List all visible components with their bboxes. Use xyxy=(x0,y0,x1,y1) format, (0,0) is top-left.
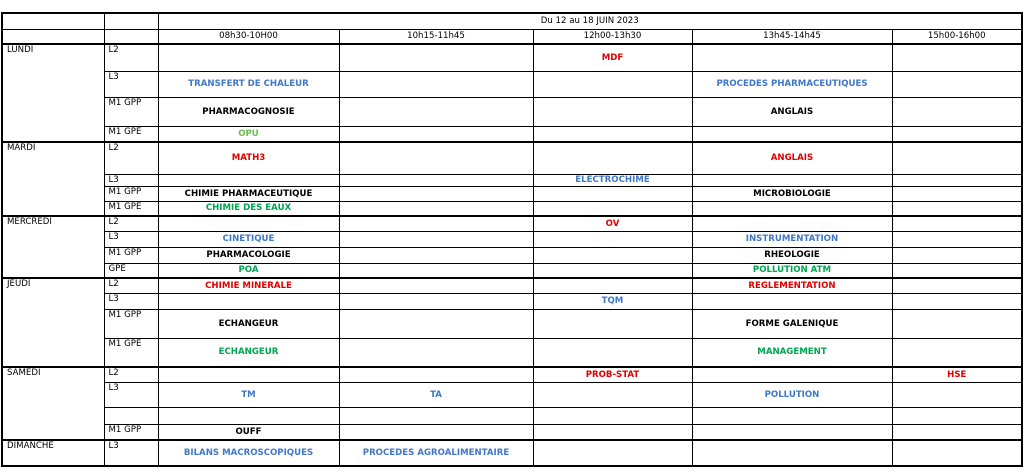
course-cell: MANAGEMENT xyxy=(692,338,892,367)
empty-cell xyxy=(892,71,1022,97)
empty-cell xyxy=(339,231,533,247)
schedule-row xyxy=(2,440,1022,466)
course-cell: OPU xyxy=(158,126,339,142)
empty-cell xyxy=(892,231,1022,247)
empty-cell xyxy=(692,407,892,424)
course-cell: HSE xyxy=(892,367,1022,382)
group-label: L2 xyxy=(104,142,158,174)
empty-cell xyxy=(339,309,533,338)
schedule-row xyxy=(2,247,1022,263)
empty-cell xyxy=(892,126,1022,142)
group-label: L3 xyxy=(104,174,158,186)
group-label: L3 xyxy=(104,382,158,407)
schedule-row xyxy=(2,174,1022,186)
time-slot-header: 15h00-16h00 xyxy=(892,29,1022,44)
schedule-row xyxy=(2,407,1022,424)
empty-cell xyxy=(533,142,692,174)
schedule-row xyxy=(2,309,1022,338)
course-cell: PROCEDES AGROALIMENTAIRE xyxy=(339,440,533,466)
group-label: M1 GPE xyxy=(104,126,158,142)
empty-cell xyxy=(533,338,692,367)
course-cell: TQM xyxy=(533,293,692,309)
header-corner-blank xyxy=(104,29,158,44)
course-cell: POLLUTION xyxy=(692,382,892,407)
group-label: L3 xyxy=(104,71,158,97)
course-cell: ECHANGEUR xyxy=(158,338,339,367)
empty-cell xyxy=(533,247,692,263)
empty-cell xyxy=(692,367,892,382)
group-label: L2 xyxy=(104,278,158,293)
course-cell: OV xyxy=(533,216,692,231)
group-label: M1 GPP xyxy=(104,186,158,201)
schedule-row xyxy=(2,142,1022,174)
empty-cell xyxy=(339,186,533,201)
empty-cell xyxy=(892,201,1022,216)
empty-cell xyxy=(892,263,1022,278)
empty-cell xyxy=(533,424,692,440)
course-cell: INSTRUMENTATION xyxy=(692,231,892,247)
empty-cell xyxy=(892,278,1022,293)
empty-cell xyxy=(339,201,533,216)
empty-cell xyxy=(339,278,533,293)
course-cell: MICROBIOLOGIE xyxy=(692,186,892,201)
empty-cell xyxy=(892,293,1022,309)
empty-cell xyxy=(339,97,533,126)
empty-cell xyxy=(892,424,1022,440)
empty-cell xyxy=(533,201,692,216)
empty-cell xyxy=(692,216,892,231)
course-cell: ANGLAIS xyxy=(692,142,892,174)
time-slot-header: 10h15-11h45 xyxy=(339,29,533,44)
group-label: M1 GPE xyxy=(104,338,158,367)
empty-cell xyxy=(533,309,692,338)
empty-cell xyxy=(158,293,339,309)
group-label: L3 xyxy=(104,440,158,466)
day-label: DIMANCHE xyxy=(2,440,104,466)
empty-cell xyxy=(339,367,533,382)
group-label: L3 xyxy=(104,231,158,247)
schedule-row xyxy=(2,97,1022,126)
course-cell: REGLEMENTATION xyxy=(692,278,892,293)
course-cell: ECHANGEUR xyxy=(158,309,339,338)
empty-cell xyxy=(892,382,1022,407)
schedule-row xyxy=(2,367,1022,382)
course-cell: BILANS MACROSCOPIQUES xyxy=(158,440,339,466)
empty-cell xyxy=(892,97,1022,126)
empty-cell xyxy=(339,71,533,97)
empty-cell xyxy=(892,407,1022,424)
group-label: GPE xyxy=(104,263,158,278)
course-cell: CHIMIE MINERALE xyxy=(158,278,339,293)
schedule-row xyxy=(2,263,1022,278)
schedule-row xyxy=(2,338,1022,367)
day-label: LUNDI xyxy=(2,44,104,142)
course-cell: CINETIQUE xyxy=(158,231,339,247)
empty-cell xyxy=(158,367,339,382)
header-corner-blank xyxy=(2,29,104,44)
schedule-table xyxy=(1,12,1023,467)
time-slot-header: 13h45-14h45 xyxy=(692,29,892,44)
schedule-row xyxy=(2,126,1022,142)
course-cell: TM xyxy=(158,382,339,407)
empty-cell xyxy=(339,126,533,142)
empty-cell xyxy=(892,186,1022,201)
empty-cell xyxy=(533,71,692,97)
empty-cell xyxy=(892,216,1022,231)
empty-cell xyxy=(339,338,533,367)
empty-cell xyxy=(533,186,692,201)
empty-cell xyxy=(339,216,533,231)
group-label: L3 xyxy=(104,293,158,309)
empty-cell xyxy=(892,44,1022,71)
course-cell: TRANSFERT DE CHALEUR xyxy=(158,71,339,97)
empty-cell xyxy=(339,293,533,309)
title-corner-blank xyxy=(2,13,104,29)
time-slot-header: 08h30-10H00 xyxy=(158,29,339,44)
schedule-row xyxy=(2,216,1022,231)
empty-cell xyxy=(158,407,339,424)
course-cell: MDF xyxy=(533,44,692,71)
group-label: M1 GPP xyxy=(104,247,158,263)
empty-cell xyxy=(692,293,892,309)
empty-cell xyxy=(533,382,692,407)
empty-cell xyxy=(692,424,892,440)
empty-cell xyxy=(692,440,892,466)
empty-cell xyxy=(692,201,892,216)
empty-cell xyxy=(339,247,533,263)
day-label: MARDI xyxy=(2,142,104,216)
empty-cell xyxy=(339,424,533,440)
course-cell: RHEOLOGIE xyxy=(692,247,892,263)
day-label: JEUDI xyxy=(2,278,104,367)
group-label xyxy=(104,407,158,424)
group-label: M1 GPE xyxy=(104,201,158,216)
group-label: M1 GPP xyxy=(104,97,158,126)
course-cell: PHARMACOLOGIE xyxy=(158,247,339,263)
empty-cell xyxy=(339,407,533,424)
course-cell: OUFF xyxy=(158,424,339,440)
empty-cell xyxy=(533,231,692,247)
empty-cell xyxy=(892,174,1022,186)
course-cell: POLLUTION ATM xyxy=(692,263,892,278)
group-label: L2 xyxy=(104,367,158,382)
day-label: MERCREDI xyxy=(2,216,104,278)
empty-cell xyxy=(892,247,1022,263)
empty-cell xyxy=(533,440,692,466)
schedule-row xyxy=(2,231,1022,247)
empty-cell xyxy=(692,126,892,142)
course-cell: PHARMACOGNOSIE xyxy=(158,97,339,126)
empty-cell xyxy=(692,44,892,71)
group-label: M1 GPP xyxy=(104,424,158,440)
empty-cell xyxy=(339,174,533,186)
schedule-row xyxy=(2,44,1022,71)
empty-cell xyxy=(692,174,892,186)
empty-cell xyxy=(339,44,533,71)
course-cell: FORME GALENIQUE xyxy=(692,309,892,338)
course-cell: ELECTROCHIME xyxy=(533,174,692,186)
schedule-row xyxy=(2,186,1022,201)
empty-cell xyxy=(533,126,692,142)
course-cell: MATH3 xyxy=(158,142,339,174)
course-cell: PROCEDES PHARMACEUTIQUES xyxy=(692,71,892,97)
course-cell: CHIMIE PHARMACEUTIQUE xyxy=(158,186,339,201)
empty-cell xyxy=(158,44,339,71)
group-label: L2 xyxy=(104,44,158,71)
empty-cell xyxy=(892,142,1022,174)
schedule-row xyxy=(2,201,1022,216)
empty-cell xyxy=(158,216,339,231)
empty-cell xyxy=(892,309,1022,338)
course-cell: PROB-STAT xyxy=(533,367,692,382)
empty-cell xyxy=(533,263,692,278)
course-cell: ANGLAIS xyxy=(692,97,892,126)
group-label: M1 GPP xyxy=(104,309,158,338)
empty-cell xyxy=(533,407,692,424)
empty-cell xyxy=(892,440,1022,466)
title-corner-blank xyxy=(104,13,158,29)
group-label: L2 xyxy=(104,216,158,231)
schedule-row xyxy=(2,278,1022,293)
course-cell: POA xyxy=(158,263,339,278)
schedule-row xyxy=(2,71,1022,97)
course-cell: TA xyxy=(339,382,533,407)
schedule-row xyxy=(2,293,1022,309)
schedule-title: Du 12 au 18 JUIN 2023 xyxy=(158,13,1022,29)
schedule-row xyxy=(2,382,1022,407)
empty-cell xyxy=(892,338,1022,367)
day-label: SAMEDI xyxy=(2,367,104,440)
empty-cell xyxy=(339,142,533,174)
schedule-row xyxy=(2,424,1022,440)
empty-cell xyxy=(533,97,692,126)
empty-cell xyxy=(533,278,692,293)
empty-cell xyxy=(158,174,339,186)
empty-cell xyxy=(339,263,533,278)
time-slot-header: 12h00-13h30 xyxy=(533,29,692,44)
course-cell: CHIMIE DES EAUX xyxy=(158,201,339,216)
